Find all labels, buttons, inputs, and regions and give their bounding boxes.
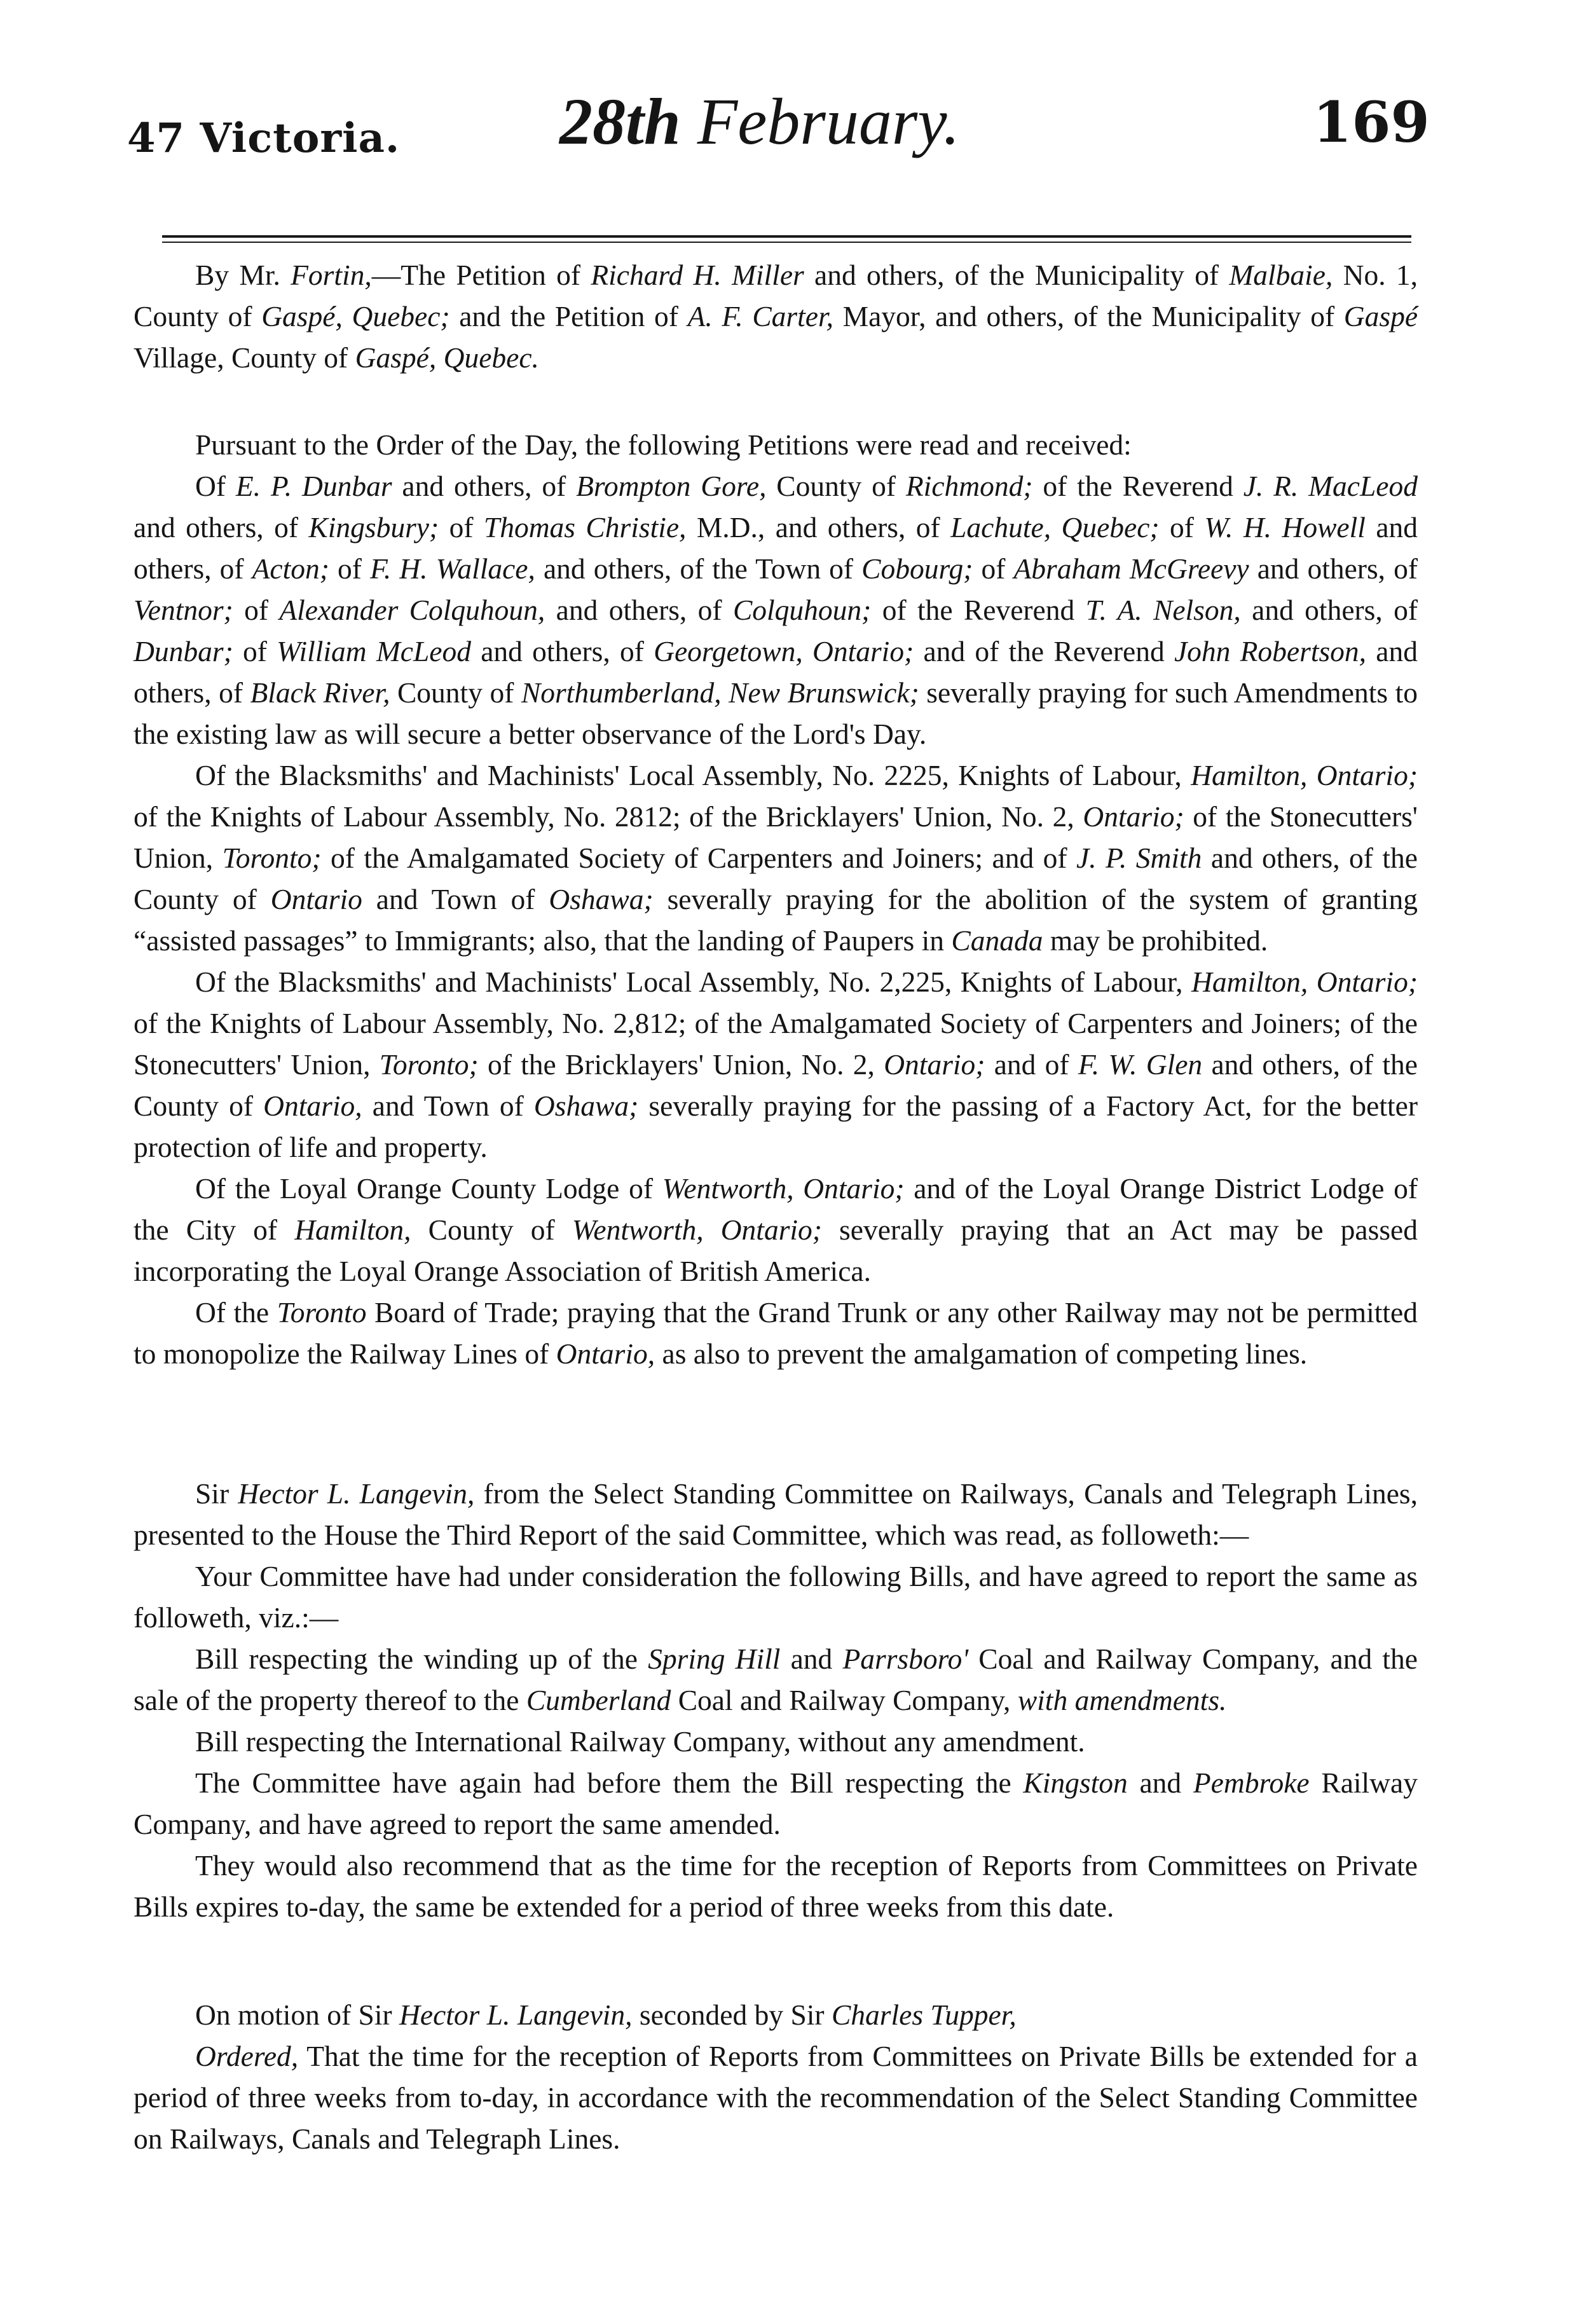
petitions-lords-day: Of E. P. Dunbar and others, of Brompton Gore, County of Richmond; of the Reverend J. R. MacLeod and others, of Kingsbury; of Thomas Christie, M.D., and others, of Lachute, Quebec; of W. H. Howell and others, of Acton; of F. H. Wallace, and others, of the Town of Cobourg; of Abraham McGreevy and others, of Ventnor; of Alexander Colquhoun, and others, of Colquhoun; of the Reverend T. A. Nelson, and others, of Dunbar; of William McLeod and others, of Georgetown, Ontario; and of the Reverend John Robertson, and others, of Black River, County of Northumberland, New Brunswick; severally praying for such Amendments to the existing law as will secure a better observance of the Lord's Day. (134, 470, 1418, 750)
page-date (559, 85, 960, 158)
date-day: 28th (559, 85, 681, 158)
motion-paragraph: On motion of Sir Hector L. Langevin, seconded by Sir Charles Tupper, (195, 1999, 1017, 2031)
petition-fortin: By Mr. Fortin,—The Petition of Richard H. Miller and others, of the Municipality of Malbaie, No. 1, County of Gaspé, Quebec; and the Petition of A. F. Carter, Mayor, and others, of the Municipality of Gaspé Village, County of Gaspé, Quebec. (134, 259, 1418, 374)
report-recommendation: They would also recommend that as the time for the reception of Reports from Committees on Private Bills expires to-day, the same be extended for a period of three weeks from this date. (134, 1849, 1418, 1923)
session-label: 47 Victoria. (127, 114, 401, 162)
petitions-factory-act: Of the Blacksmiths' and Machinists' Local Assembly, No. 2,225, Knights of Labour, Hamilton, Ontario; of the Knights of Labour Assembly, No. 2,812; of the Amalgamated Society of Carpenters and Joiners; of the Stonecutters' Union, Toronto; of the Bricklayers' Union, No. 2, Ontario; and of F. W. Glen and others, of the County of Ontario, and Town of Oshawa; severally praying for the passing of a Factory Act, for the better protection of life and property. (134, 966, 1418, 1163)
committee-report-intro: Sir Hector L. Langevin, from the Select Standing Committee on Railways, Canals and Telegraph Lines, presented to the House the Third Report of the said Committee, which was read, as followeth:— (134, 1477, 1418, 1551)
report-consideration: Your Committee have had under consideration the following Bills, and have agreed to report the same as followeth, viz.:— (134, 1560, 1418, 1634)
petitions-loyal-orange: Of the Loyal Orange County Lodge of Wentworth, Ontario; and of the Loyal Orange District Lodge of the City of Hamilton, County of Wentworth, Ontario; severally praying that an Act may be passed incorporating the Loyal Orange Association of British America. (134, 1172, 1418, 1287)
report-bill-spring-hill: Bill respecting the winding up of the Spring Hill and Parrsboro' Coal and Railway Company, and the sale of the property thereof to the Cumberland Coal and Railway Company, with amendments. (134, 1643, 1418, 1716)
report-bill-international: Bill respecting the International Railway Company, without any amendment. (195, 1725, 1085, 1758)
pursuant-paragraph: Pursuant to the Order of the Day, the following Petitions were read and received: (195, 428, 1132, 461)
page-number: 169 (1313, 89, 1430, 155)
page-header (0, 0, 1569, 267)
header-rule-thin (162, 242, 1411, 243)
date-month: February. (697, 85, 960, 158)
petitions-board-of-trade: Of the Toronto Board of Trade; praying that the Grand Trunk or any other Railway may not be permitted to monopolize the Railway Lines of Ontario, as also to prevent the amalgamation of competing lines. (134, 1296, 1418, 1370)
journal-body (134, 254, 1418, 2159)
ordered-paragraph: Ordered, That the time for the reception of Reports from Committees on Private Bills be extended for a period of three weeks from to-day, in accordance with the recommendation of the Select Standing Committee on Railways, Canals and Telegraph Lines. (134, 2040, 1418, 2155)
report-kingston-bill: The Committee have again had before them the Bill respecting the Kingston and Pembroke Railway Company, and have agreed to report the same amended. (134, 1767, 1418, 1840)
petitions-immigrants: Of the Blacksmiths' and Machinists' Local Assembly, No. 2225, Knights of Labour, Hamilton, Ontario; of the Knights of Labour Assembly, No. 2812; of the Bricklayers' Union, No. 2, Ontario; of the Stonecutters' Union, Toronto; of the Amalgamated Society of Carpenters and Joiners; and of J. P. Smith and others, of the County of Ontario and Town of Oshawa; severally praying for the abolition of the system of granting “assisted passages” to Immigrants; also, that the landing of Paupers in Canada may be prohibited. (134, 759, 1418, 957)
header-rule (162, 235, 1411, 238)
